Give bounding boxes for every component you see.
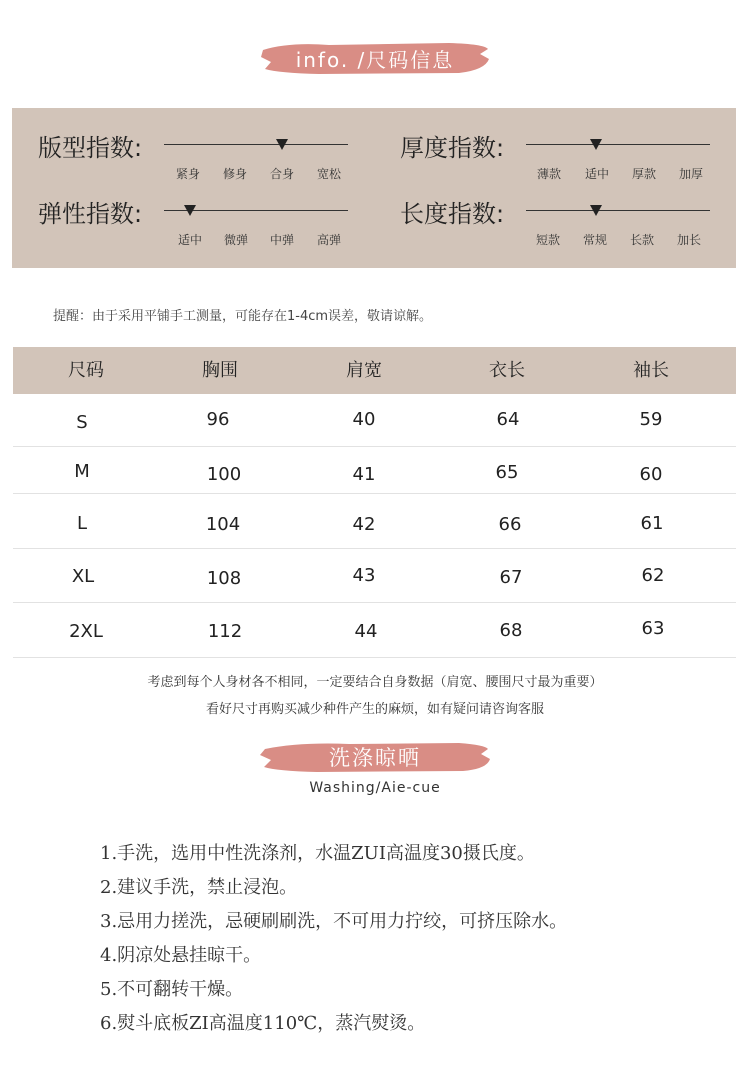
cell-sleeve: 62	[641, 565, 665, 586]
stretch-index-marker	[184, 205, 196, 216]
cell-sleeve: 60	[639, 464, 663, 485]
cell-sleeve: 61	[640, 513, 664, 534]
fit-option: 修身	[222, 167, 248, 181]
fit-index-scale	[164, 144, 348, 145]
fit-index-marker	[276, 139, 288, 150]
thickness-option: 薄款	[536, 167, 562, 181]
thickness-index-marker	[590, 139, 602, 150]
cell-shoulder: 41	[352, 464, 376, 485]
length-index-marker	[590, 205, 602, 216]
table-row	[13, 494, 736, 549]
cell-chest: 96	[206, 409, 230, 430]
size-note-line-1: 考虑到每个人身材各不相同，一定要结合自身数据（肩宽、腰围尺寸最为重要）	[147, 675, 603, 690]
thickness-option: 加厚	[678, 167, 704, 181]
cell-length: 67	[499, 567, 523, 588]
list-item: 5.不可翻转干燥。	[100, 979, 244, 1000]
cell-shoulder: 40	[352, 409, 376, 430]
header-sleeve: 袖长	[633, 360, 669, 381]
cell-size: M	[74, 461, 90, 482]
fit-index-title: 版型指数:	[38, 134, 143, 162]
stretch-option: 高弹	[316, 233, 342, 247]
washing-title: 洗涤晾晒	[329, 746, 421, 770]
cell-length: 65	[495, 462, 519, 483]
size-table	[13, 347, 736, 658]
table-row	[13, 394, 736, 447]
fit-option: 宽松	[316, 167, 342, 181]
table-row	[13, 603, 736, 658]
header-chest: 胸围	[202, 360, 238, 381]
cell-chest: 100	[206, 464, 242, 485]
cell-sleeve: 59	[639, 409, 663, 430]
size-info-title: info. /尺码信息	[295, 47, 455, 72]
length-option: 常规	[582, 233, 608, 247]
list-item: 6.熨斗底板ZI高温度110℃，蒸汽熨烫。	[100, 1013, 426, 1034]
cell-size: L	[76, 513, 88, 534]
list-item: 4.阴凉处悬挂晾干。	[100, 945, 262, 966]
cell-shoulder: 43	[352, 565, 376, 586]
thickness-option: 适中	[584, 167, 610, 181]
length-option: 长款	[629, 233, 655, 247]
header-length: 衣长	[489, 360, 525, 381]
stretch-option: 中弹	[269, 233, 295, 247]
washing-subtitle: Washing/Aie-cue	[309, 780, 441, 796]
thickness-index-scale	[526, 144, 710, 145]
header-shoulder: 肩宽	[346, 360, 382, 381]
length-option: 短款	[535, 233, 561, 247]
cell-chest: 108	[206, 568, 242, 589]
length-option: 加长	[676, 233, 702, 247]
size-table-header	[13, 347, 736, 394]
table-row	[13, 549, 736, 603]
cell-chest: 112	[207, 621, 243, 642]
list-item: 3.忌用力搓洗，忌硬刷刷洗，不可用力拧绞，可挤压除水。	[100, 911, 568, 932]
list-item: 2.建议手洗，禁止浸泡。	[100, 877, 298, 898]
thickness-index-title: 厚度指数:	[400, 134, 505, 162]
washing-instructions	[100, 842, 567, 1046]
list-item: 1.手洗，选用中性洗涤剂，水温ZUI高温度30摄氏度。	[100, 843, 535, 864]
header-size: 尺码	[68, 360, 104, 381]
stretch-index-title: 弹性指数:	[38, 200, 143, 228]
cell-length: 68	[499, 620, 523, 641]
cell-size: 2XL	[69, 621, 103, 642]
cell-size: S	[76, 412, 88, 433]
measurement-tip: 提醒：由于采用平铺手工测量，可能存在1-4cm误差，敬请谅解。	[53, 309, 433, 324]
stretch-option: 适中	[177, 233, 203, 247]
cell-chest: 104	[205, 514, 241, 535]
stretch-option: 微弹	[223, 233, 249, 247]
size-info-banner	[259, 40, 491, 76]
cell-length: 66	[498, 514, 522, 535]
table-row	[13, 447, 736, 494]
washing-banner	[259, 741, 491, 773]
cell-shoulder: 44	[354, 621, 378, 642]
cell-length: 64	[496, 409, 520, 430]
fit-option: 合身	[269, 167, 295, 181]
cell-shoulder: 42	[352, 514, 376, 535]
length-index-title: 长度指数:	[400, 200, 505, 228]
cell-sleeve: 63	[641, 618, 665, 639]
fit-option: 紧身	[175, 167, 201, 181]
length-index-scale	[526, 210, 710, 211]
cell-size: XL	[71, 566, 95, 587]
fit-index-panel	[12, 108, 736, 268]
size-note-line-2: 看好尺寸再购买减少种件产生的麻烦，如有疑问请咨询客服	[205, 702, 544, 717]
thickness-option: 厚款	[631, 167, 657, 181]
